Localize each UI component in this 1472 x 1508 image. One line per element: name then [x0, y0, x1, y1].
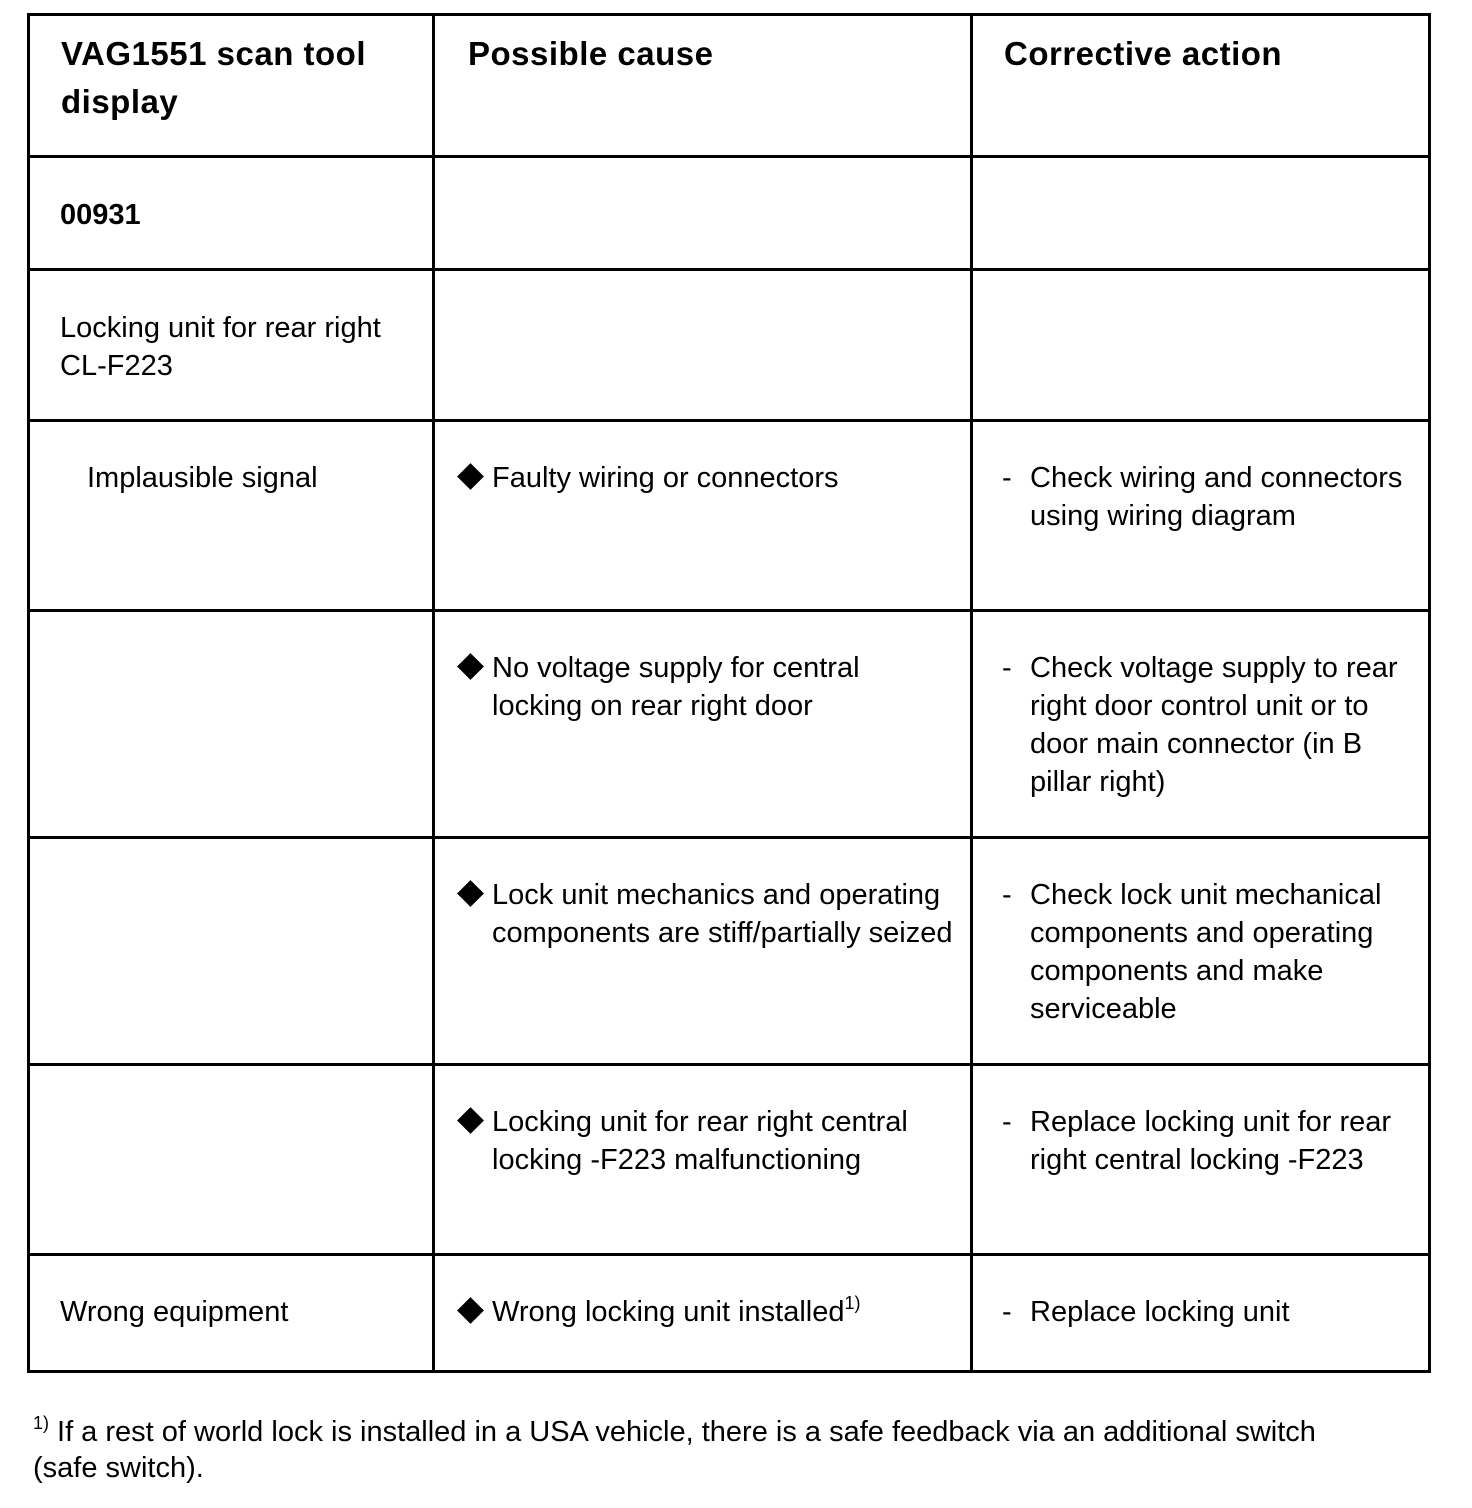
fault-code-cell — [29, 157, 434, 270]
action-text: Check voltage supply to rear right door control unit or to door main connector (in B pillar right) — [1030, 652, 1398, 798]
display-cell — [29, 421, 434, 611]
table-row — [29, 421, 1430, 611]
action-text: Replace locking unit — [1030, 1296, 1290, 1328]
empty-cell — [434, 270, 972, 421]
diamond-bullet-icon — [457, 653, 484, 680]
display-text — [30, 612, 432, 649]
display-cell — [29, 1065, 434, 1255]
cause-cell — [434, 838, 972, 1065]
diamond-bullet-icon — [457, 1297, 484, 1324]
header-action: Corrective action — [1004, 35, 1283, 72]
header-cause: Possible cause — [468, 35, 714, 72]
header-cell-cause — [434, 15, 972, 157]
table-row — [29, 838, 1430, 1065]
dash-marker: - — [1002, 652, 1012, 684]
header-display: VAG1551 scan tool display — [61, 35, 367, 120]
display-text — [30, 1066, 432, 1103]
display-cell — [29, 611, 434, 838]
display-cell — [29, 1255, 434, 1372]
dash-marker: - — [1002, 1296, 1012, 1328]
cause-text: Wrong locking unit installed — [492, 1296, 845, 1328]
diamond-bullet-icon — [457, 880, 484, 907]
fault-code: 00931 — [60, 199, 141, 231]
header-cell-action — [972, 15, 1430, 157]
cause-text: Lock unit mechanics and operating components are stiff/partially seized — [492, 879, 953, 949]
action-cell — [972, 611, 1430, 838]
header-cell-display — [29, 15, 434, 157]
cause-cell — [434, 611, 972, 838]
action-cell — [972, 1255, 1430, 1372]
diamond-bullet-icon — [457, 463, 484, 490]
empty-cell — [434, 157, 972, 270]
action-cell — [972, 421, 1430, 611]
table-header-row — [29, 15, 1430, 157]
footnote-marker: 1) — [33, 1413, 50, 1433]
fault-code-row — [29, 157, 1430, 270]
display-text: Wrong equipment — [60, 1296, 289, 1328]
footnote — [33, 1414, 1333, 1486]
cause-text: Faulty wiring or connectors — [492, 462, 839, 494]
component-cell — [29, 270, 434, 421]
action-text: Replace locking unit for rear right central locking -F223 — [1030, 1106, 1392, 1176]
action-cell — [972, 1065, 1430, 1255]
diagnostic-fault-table — [27, 13, 1431, 1373]
display-text — [30, 839, 432, 876]
cause-cell — [434, 1065, 972, 1255]
dash-marker: - — [1002, 462, 1012, 494]
cause-cell — [434, 1255, 972, 1372]
action-text: Check lock unit mechanical components and operating components and make serviceable — [1030, 879, 1382, 1025]
component-row — [29, 270, 1430, 421]
display-cell — [29, 838, 434, 1065]
empty-cell — [972, 270, 1430, 421]
table-row — [29, 1255, 1430, 1372]
component-name: Locking unit for rear right CL-F223 — [60, 312, 381, 382]
display-text: Implausible signal — [87, 462, 318, 494]
dash-marker: - — [1002, 879, 1012, 911]
diamond-bullet-icon — [457, 1107, 484, 1134]
cause-text: No voltage supply for central locking on rear right door — [492, 652, 860, 722]
table-row — [29, 611, 1430, 838]
empty-cell — [972, 157, 1430, 270]
action-cell — [972, 838, 1430, 1065]
footnote-text: If a rest of world lock is installed in a USA vehicle, there is a safe feedback via an additional switch (safe switch). — [33, 1416, 1316, 1484]
footnote-reference: 1) — [844, 1293, 861, 1313]
cause-cell — [434, 421, 972, 611]
dash-marker: - — [1002, 1106, 1012, 1138]
table-row — [29, 1065, 1430, 1255]
cause-text: Locking unit for rear right central locking -F223 malfunctioning — [492, 1106, 908, 1176]
action-text: Check wiring and connectors using wiring diagram — [1030, 462, 1403, 532]
